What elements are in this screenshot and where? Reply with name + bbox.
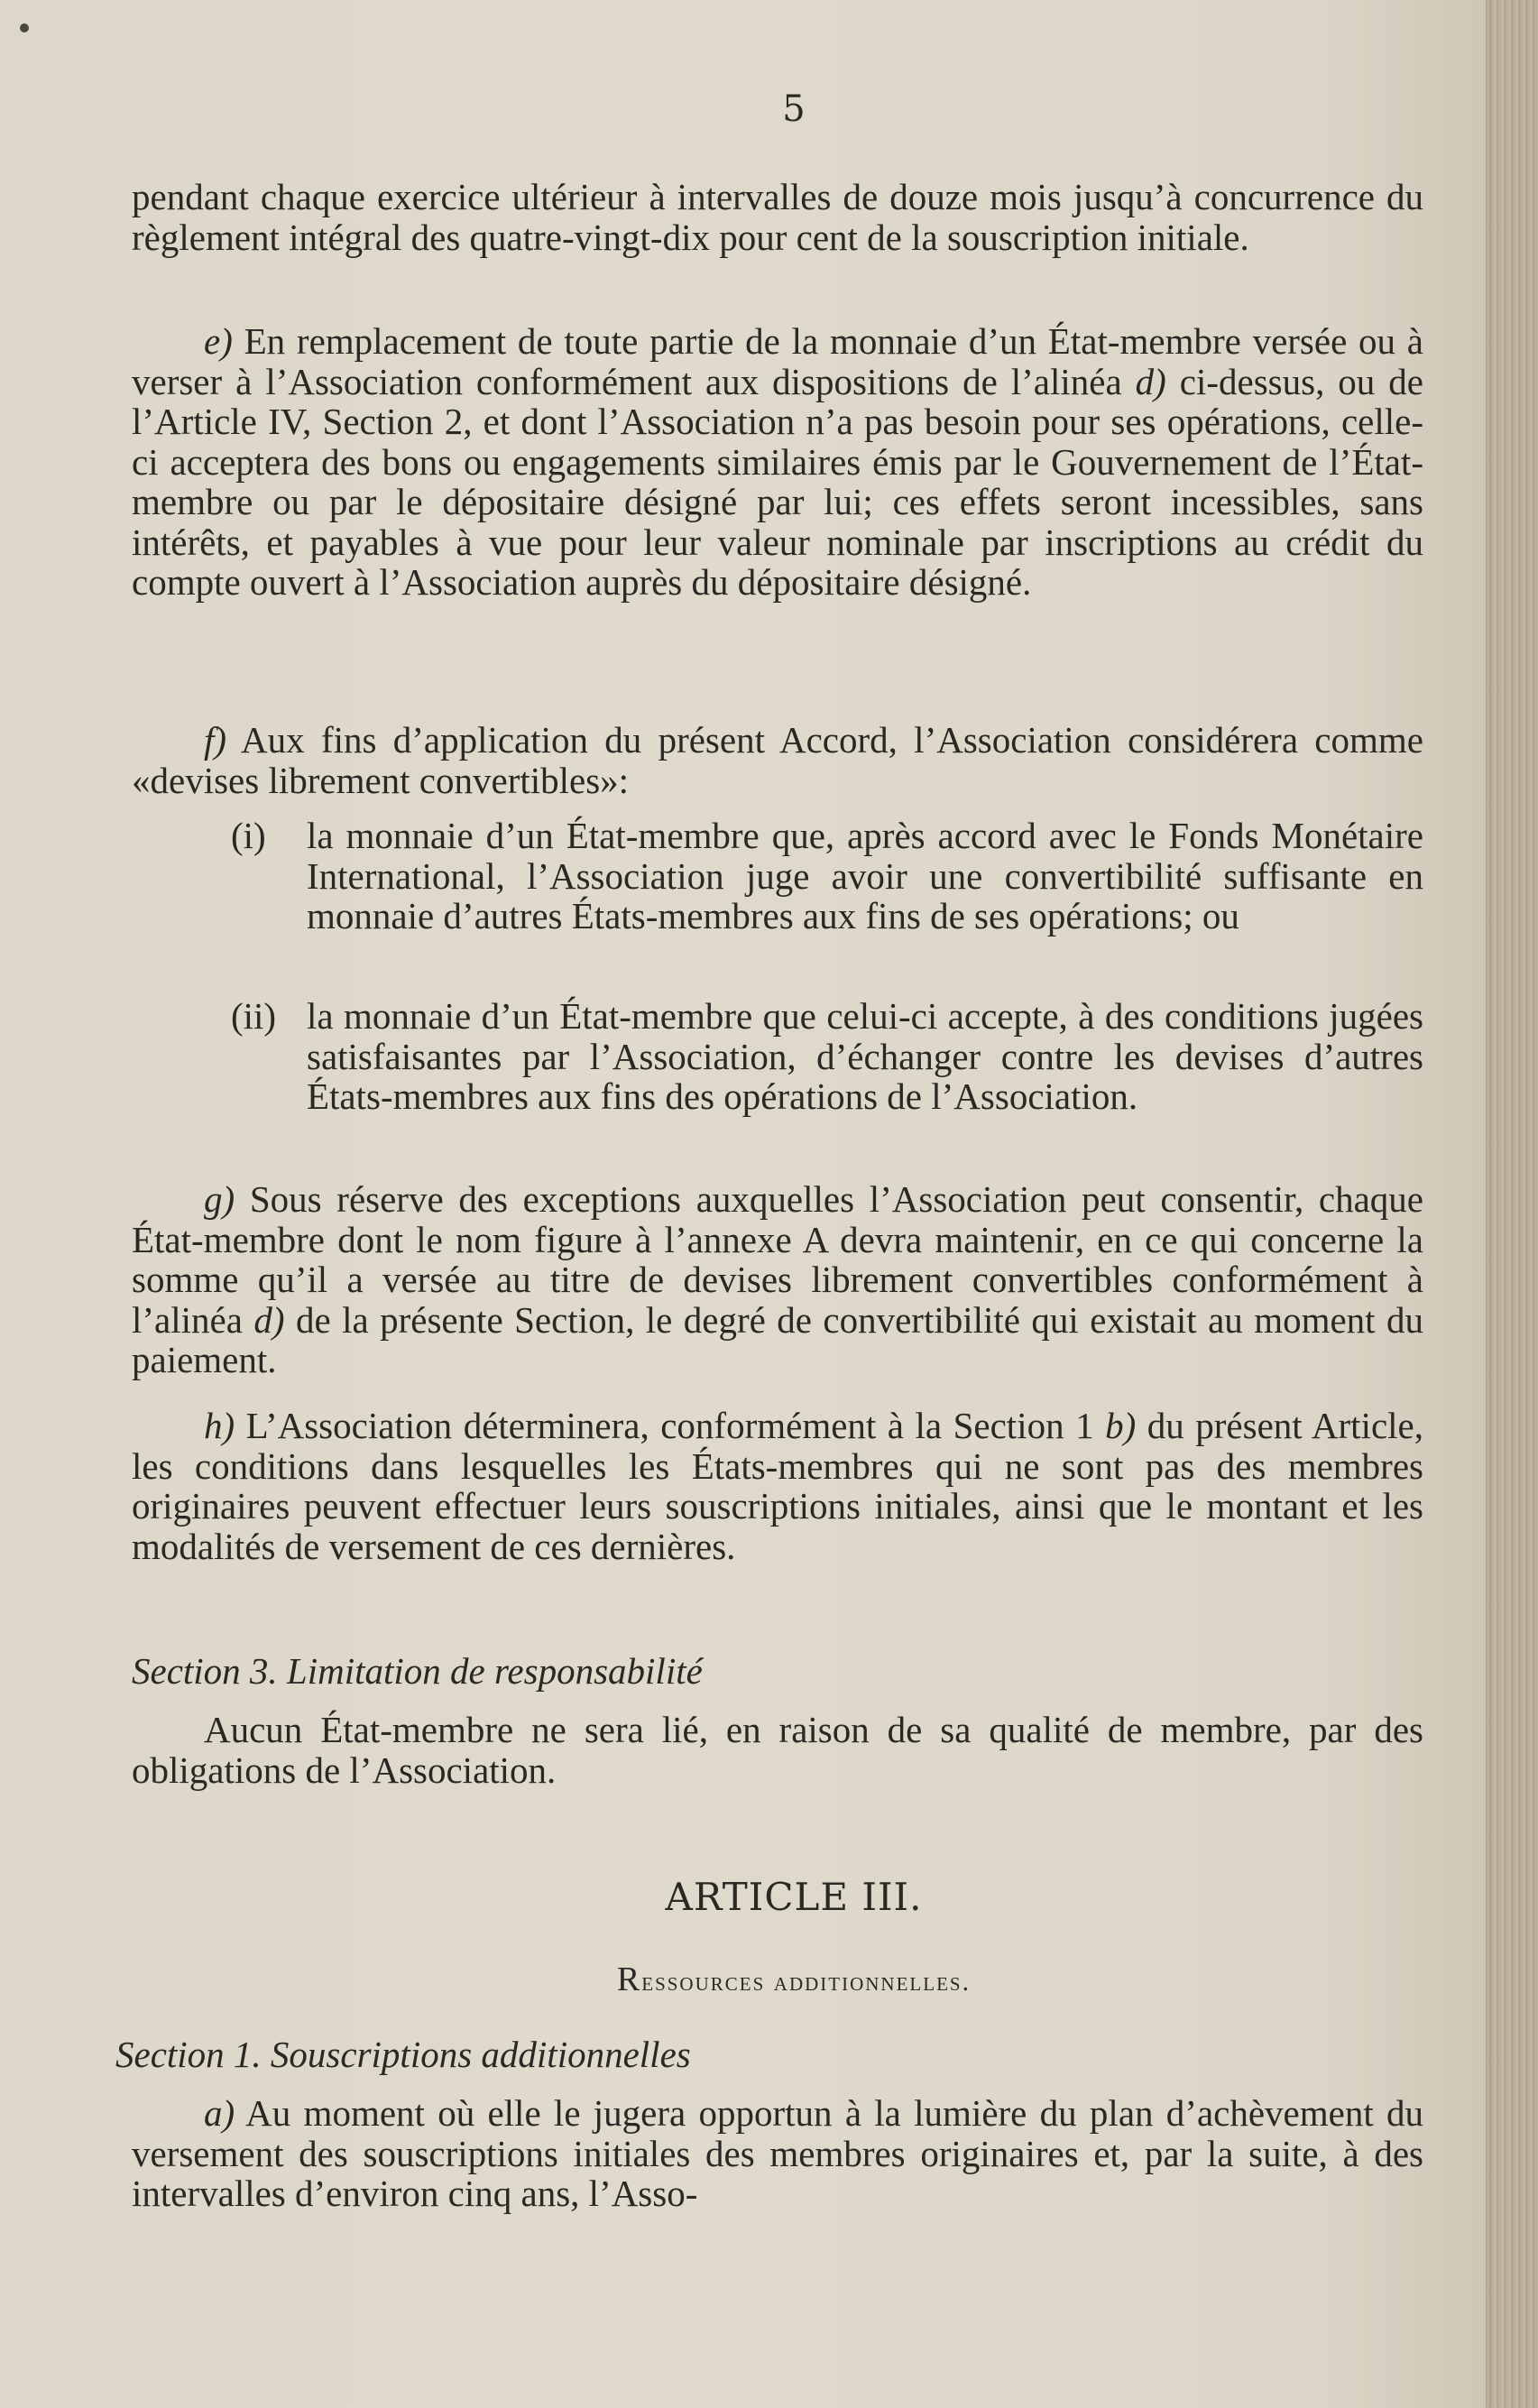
paragraph-h [132,1406,1423,1566]
label-f: f) [204,719,227,761]
label-e: e) [204,320,233,362]
list-item-text: la monnaie d’un État-membre que celui-ci accepte, à des conditions jugées satisfaisantes par l’Association, d’échanger contre les devises d’autres États-membres aux fins des opérations de l’Association. [307,995,1423,1117]
paragraph-f-text: Aux fins d’application du présent Accord, l’Association considérera comme «devises librement convertibles»: [132,719,1423,801]
ref-d: d) [1135,360,1166,402]
punch-dot [20,23,29,32]
page-number: 5 [782,88,806,130]
paragraph-e [132,321,1423,603]
paragraph-g [132,1179,1423,1380]
list-item-number: (ii) [231,995,277,1037]
list-item [231,995,1423,1117]
ref-b: b) [1105,1405,1137,1446]
page-edge [1486,0,1538,2408]
label-h: h) [204,1405,235,1446]
list-item-text: la monnaie d’un État-membre que, après accord avec le Fonds Monétaire International, l’Association juge avoir une convertibilité suffisante en monnaie d’autres États-membres aux fins de ses opérations; ou [307,815,1423,936]
article-subtitle [0,1960,1538,1999]
ref-d: d) [253,1298,285,1341]
article-title: ARTICLE III. [665,1875,923,1919]
paragraph-f [132,720,1423,800]
paragraph-a [132,2093,1423,2214]
paragraph-continuation: pendant chaque exercice ultérieur à intervalles de douze mois jusqu’à concurrence du règlement intégral des quatre-vingt-dix pour cent de la souscription initiale. [132,176,1423,258]
article-subtitle-rest: essources additionnelles. [641,1967,972,1997]
article-subtitle-initial: R [616,1961,642,1998]
paragraph-g-text-2: de la présente Section, le degré de convertibilité qui existait au moment du paiement. [132,1298,1424,1380]
section-1-heading: Section 1. Souscriptions additionnelles [115,2034,691,2075]
label-a: a) [204,2092,235,2134]
list-item [231,815,1423,936]
paragraph-a-text: Au moment où elle le jugera opportun à la lumière du plan d’achèvement du versement des souscriptions initiales des membres originaires et, par la suite, à des intervalles d’environ cinq ans, l’Asso- [132,2092,1423,2214]
list-item-number: (i) [231,815,266,856]
paragraph-g-text-1: Sous réserve des exceptions auxquelles l’Association peut consentir, chaque État-membre dont le nom figure à l’annexe A devra maintenir, en ce qui concerne la somme qu’il a versée au titre de devises librement convertibles conformément à l’alinéa [132,1178,1423,1341]
section-3-body: Aucun État-membre ne sera lié, en raison de sa qualité de membre, par des obligations de l’Association. [132,1709,1423,1791]
paragraph-h-text-2: du présent Article, les conditions dans lesquelles les États-membres qui ne sont pas des membres originaires peuvent effectuer leurs souscriptions initiales, ainsi que le montant et les modalités de versement de ces dernières. [132,1405,1424,1567]
paragraph-e-text-1: En remplacement de toute partie de la monnaie d’un État-membre versée ou à verser à l’Association conformément aux dispositions de l’alinéa [132,320,1423,402]
section-3-heading: Section 3. Limitation de responsabilité [132,1650,703,1692]
paragraph-h-text-1: L’Association déterminera, conformément à la Section 1 [235,1405,1106,1446]
paragraph-e-text-2: ci-dessus, ou de l’Article IV, Section 2, et dont l’Association n’a pas besoin pour ses opérations, celle-ci acceptera des bons ou engagements similaires émis par le Gouvernement de l’État-membre ou par le dépositaire désigné par lui; ces effets seront incessibles, sans intérêts, et payables à vue pour leur valeur nominale par inscriptions au crédit du compte ouvert à l’Association auprès du dépositaire désigné. [132,360,1423,603]
label-g: g) [204,1178,235,1220]
